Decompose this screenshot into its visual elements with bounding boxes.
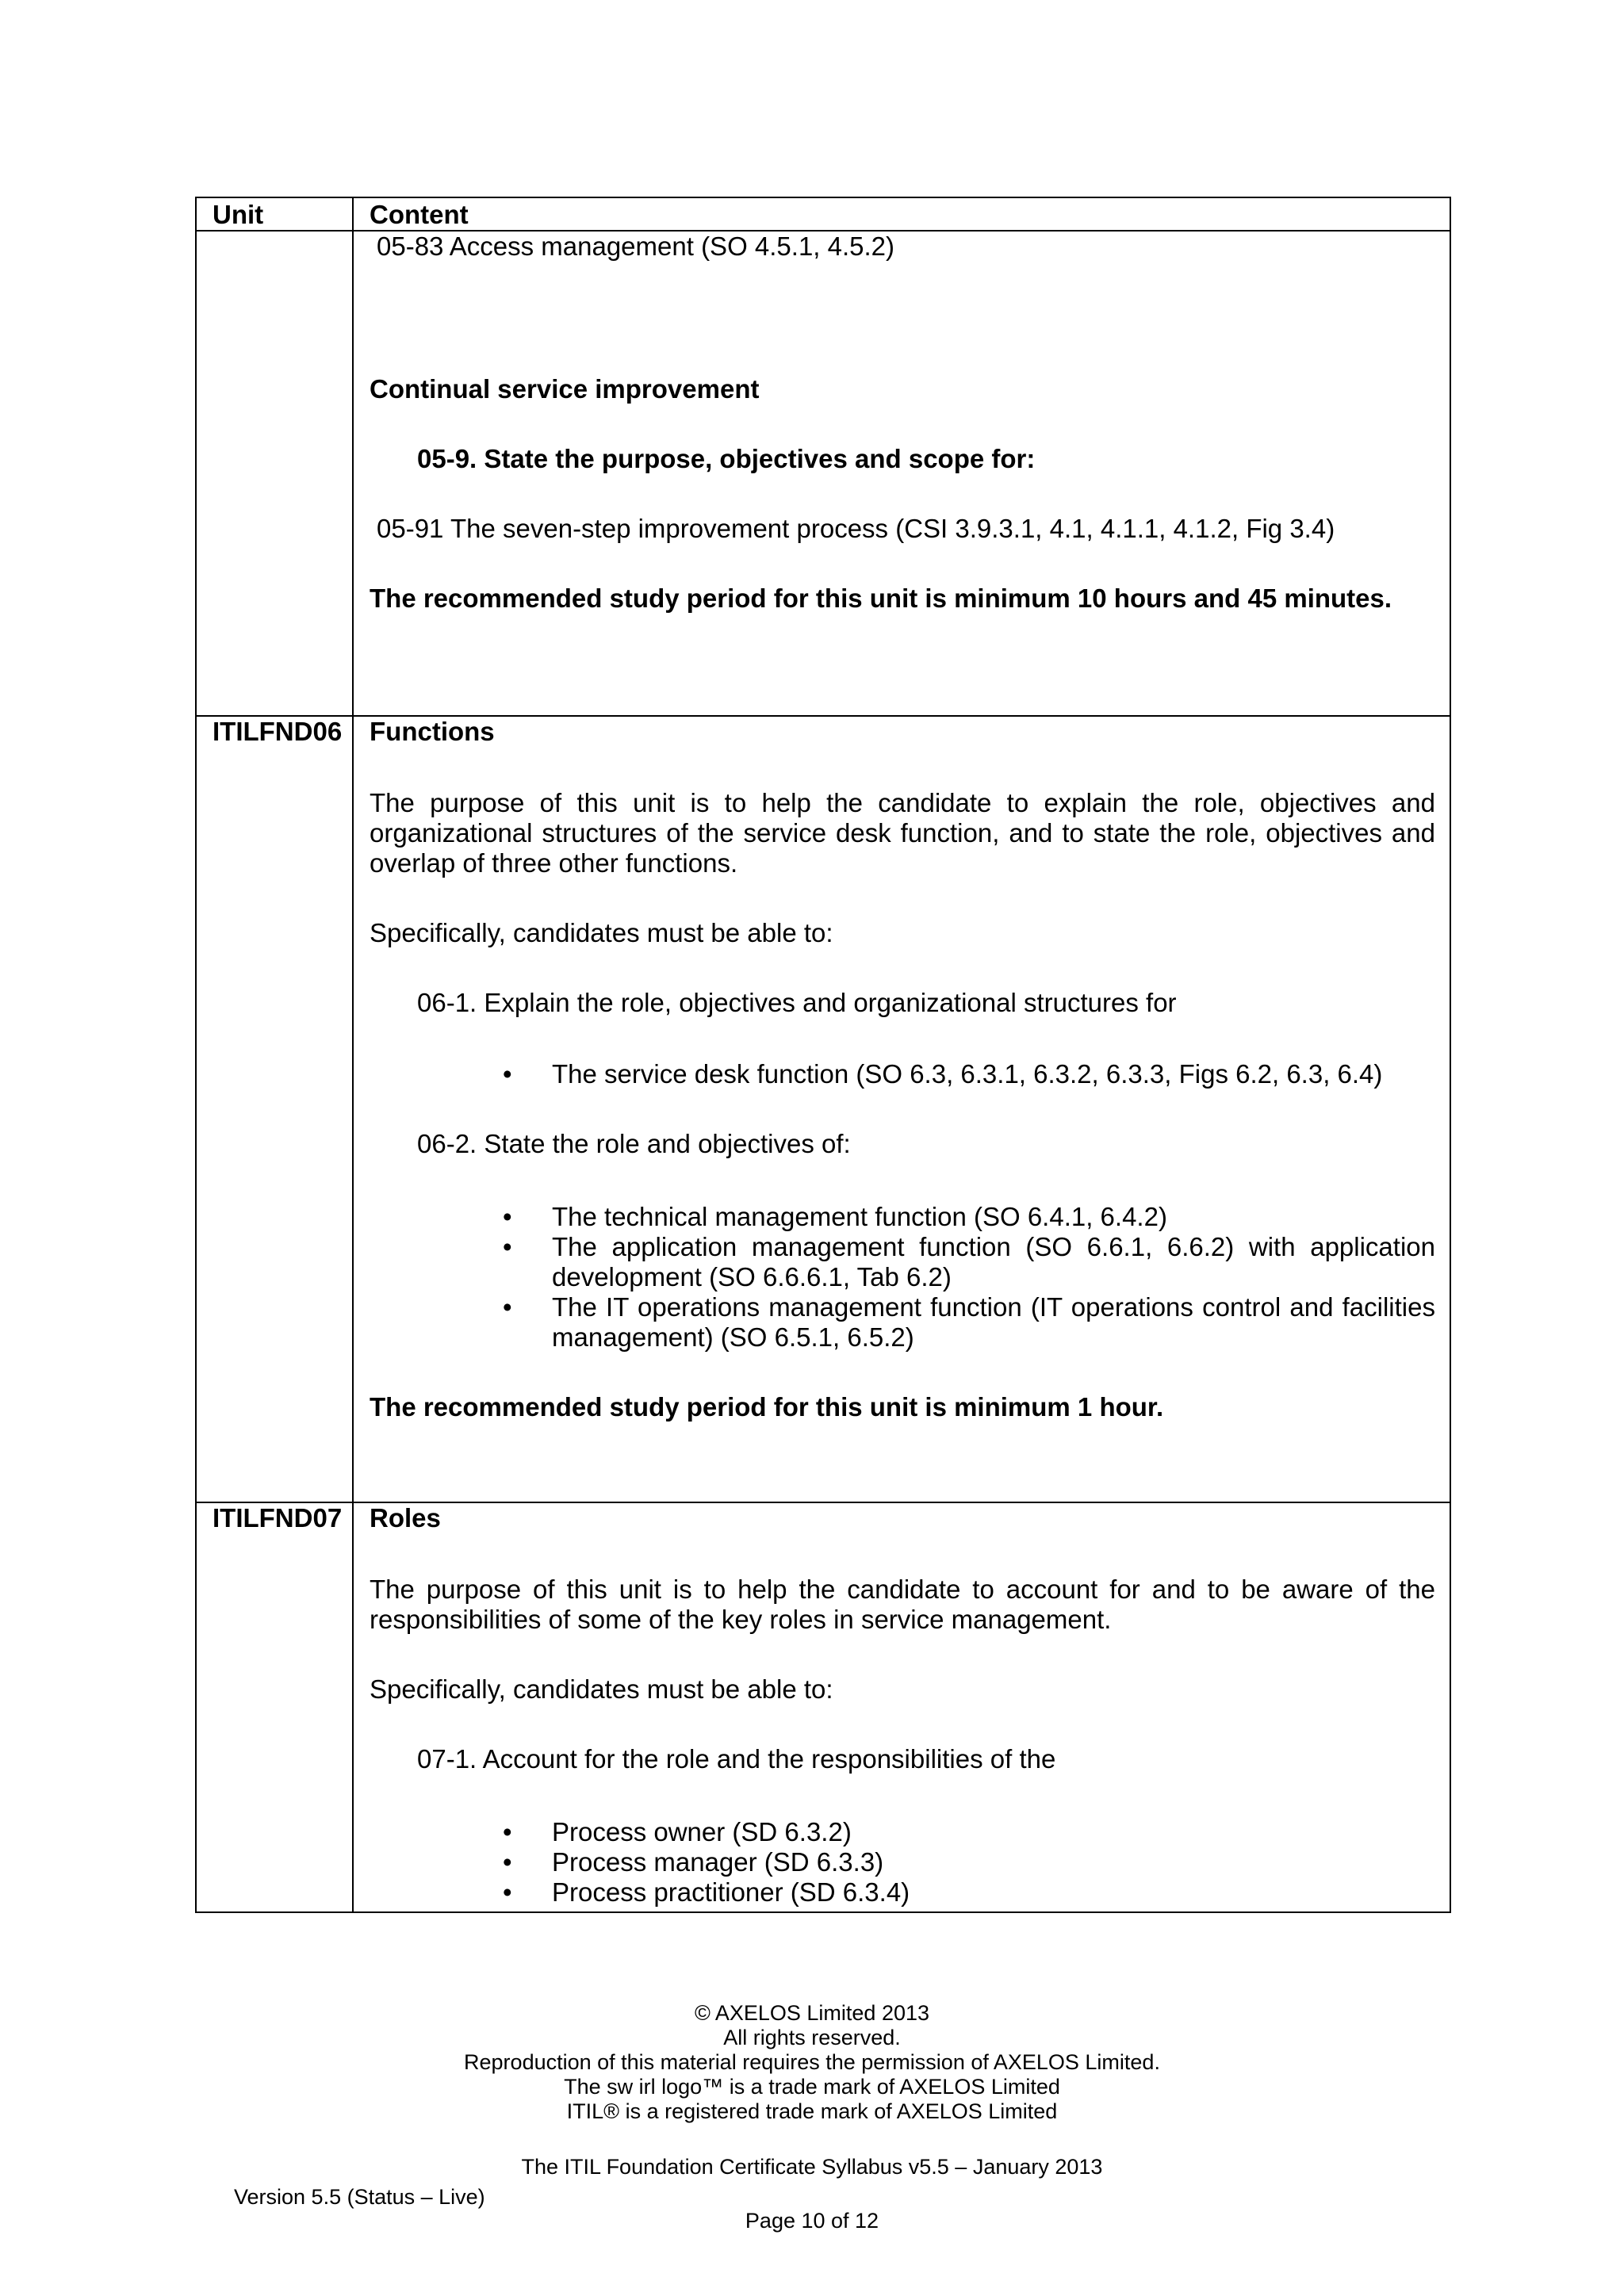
list-item: • The application management function (SO 6.6.1, 6.6.2) with application development (SO 6.6.6.1, Tab 6.2) — [552, 1232, 1435, 1292]
table-row — [196, 231, 1450, 716]
page-number: Page 10 of 12 — [745, 2209, 879, 2233]
study-period: The recommended study period for this unit is minimum 1 hour. — [370, 1392, 1164, 1422]
copyright-line: © AXELOS Limited 2013 — [694, 2001, 930, 2025]
objective-item: 05-83 Access management (SO 4.5.1, 4.5.2) — [377, 232, 895, 261]
unit-purpose: The purpose of this unit is to help the candidate to explain the role, objectives and organizational structures of the service desk function, and to state the role, objectives and overlap of three other functions. — [370, 788, 1435, 878]
objective-heading: 05-9. State the purpose, objectives and scope for: — [417, 444, 1036, 473]
content-cell — [353, 716, 1450, 1502]
unit-heading: Functions — [370, 717, 495, 746]
itil-trademark-line: ITIL® is a registered trade mark of AXELOS Limited — [566, 2099, 1058, 2123]
unit-cell — [196, 231, 353, 716]
version-label: Version 5.5 (Status – Live) — [234, 2185, 485, 2209]
header-content: Content — [353, 197, 1450, 231]
objective-heading: 06-2. State the role and objectives of: — [417, 1129, 851, 1158]
list-item: • The service desk function (SO 6.3, 6.3.1, 6.3.2, 6.3.3, Figs 6.2, 6.3, 6.4) — [552, 1059, 1435, 1089]
document-title: The ITIL Foundation Certificate Syllabus v5.5 – January 2013 — [521, 2155, 1103, 2179]
list-item: • Process manager (SD 6.3.3) — [552, 1847, 1435, 1877]
objective-heading: 06-1. Explain the role, objectives and organizational structures for — [417, 988, 1177, 1017]
content-cell — [353, 231, 1450, 716]
objective-item: 05-91 The seven-step improvement process (CSI 3.9.3.1, 4.1, 4.1.1, 4.1.2, Fig 3.4) — [377, 514, 1335, 543]
rights-line: All rights reserved. — [723, 2026, 901, 2049]
unit-cell: ITILFND07 — [196, 1502, 353, 1912]
study-period: The recommended study period for this unit is minimum 10 hours and 45 minutes. — [370, 584, 1392, 613]
table-row — [196, 716, 1450, 1502]
list-item: • Process practitioner (SD 6.3.4) — [552, 1877, 1435, 1908]
specifically-text: Specifically, candidates must be able to: — [370, 918, 833, 947]
bullet-list — [370, 1817, 1435, 1908]
content-cell — [353, 1502, 1450, 1912]
list-item: • Process owner (SD 6.3.2) — [552, 1817, 1435, 1847]
specifically-text: Specifically, candidates must be able to: — [370, 1674, 833, 1704]
unit-cell: ITILFND06 — [196, 716, 353, 1502]
objective-heading: 07-1. Account for the role and the responsibilities of the — [417, 1744, 1056, 1774]
list-item: • The technical management function (SO 6.4.1, 6.4.2) — [552, 1202, 1435, 1232]
header-unit: Unit — [196, 197, 353, 231]
table-row — [196, 1502, 1450, 1912]
list-item: • The IT operations management function (IT operations control and facilities management) (SO 6.5.1, 6.5.2) — [552, 1292, 1435, 1353]
bullet-list — [370, 1202, 1435, 1353]
unit-purpose: The purpose of this unit is to help the candidate to account for and to be aware of the responsibilities of some of the key roles in service management. — [370, 1575, 1435, 1634]
swirl-trademark-line: The sw irl logo™ is a trade mark of AXELOS Limited — [564, 2075, 1060, 2099]
section-heading: Continual service improvement — [370, 374, 760, 404]
bullet-list — [370, 1059, 1435, 1089]
syllabus-table — [195, 197, 1451, 1913]
reproduction-line: Reproduction of this material requires the permission of AXELOS Limited. — [464, 2050, 1160, 2074]
unit-heading: Roles — [370, 1503, 441, 1533]
table-header-row — [196, 197, 1450, 231]
footer-copyright-block — [0, 2001, 1624, 2124]
